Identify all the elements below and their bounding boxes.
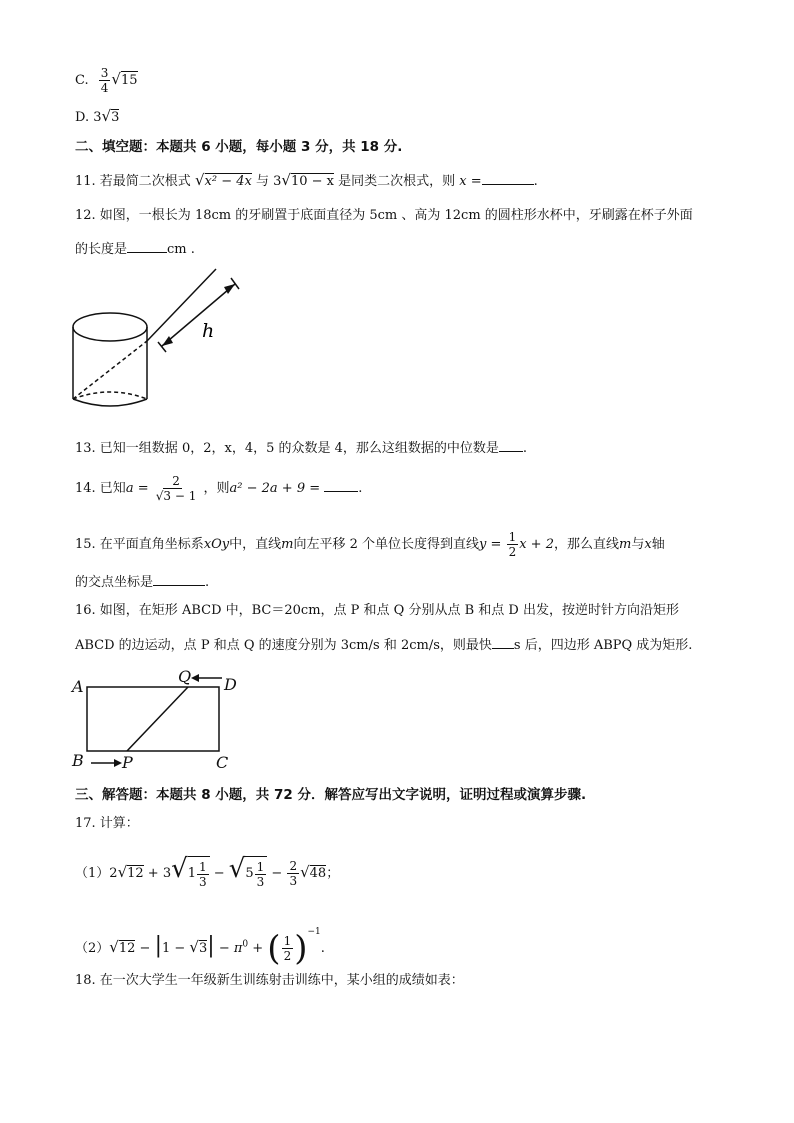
- option-d-label: D. 3: [75, 110, 102, 125]
- end: ；: [326, 866, 340, 881]
- q15-m: m: [281, 537, 294, 552]
- q11-suffix: 是同类二次根式，则: [338, 174, 456, 189]
- question-11: [75, 170, 538, 191]
- option-c-fraction: [99, 66, 111, 95]
- answer-blank[interactable]: [324, 477, 358, 492]
- q12-figure-cup-toothbrush: [66, 262, 256, 422]
- fraction: [255, 860, 267, 889]
- option-d: [75, 107, 119, 127]
- term: + 3: [143, 866, 172, 881]
- question-15-line-2: [75, 571, 209, 592]
- fraction-numerator: 1: [198, 859, 207, 874]
- sqrt-icon: √: [194, 171, 205, 189]
- whole: 5: [245, 866, 254, 881]
- answer-blank[interactable]: [127, 238, 167, 253]
- sqrt-icon: √: [281, 171, 291, 189]
- vertex-c: C: [216, 753, 229, 772]
- fraction-numerator: 1: [508, 530, 517, 544]
- q15-end: .: [205, 575, 210, 590]
- q15-x: x: [644, 537, 652, 552]
- paren-left: (: [267, 928, 281, 969]
- question-17-part-1: [75, 852, 339, 891]
- h-label: h: [202, 320, 215, 342]
- q16-figure-rectangle: [66, 664, 246, 774]
- question-14: [75, 474, 362, 503]
- q11-equals: =: [466, 174, 482, 189]
- fraction-denominator: 2: [508, 545, 517, 559]
- q15-m2: m: [619, 537, 632, 552]
- q15-tail: x + 2: [519, 537, 554, 552]
- fraction-numerator: 1: [283, 934, 292, 948]
- sqrt-icon: √: [189, 938, 199, 956]
- fraction: [282, 934, 294, 963]
- q11-radicand-1: x² − 4x: [204, 174, 252, 189]
- pi-term: − π: [214, 941, 243, 956]
- radicand-mixed-2: [245, 856, 267, 891]
- radicand-mixed-1: [188, 856, 210, 891]
- question-12-line-1: 12. 如图，一根长为 18cm 的牙刷置于底面直径为 5cm 、高为 12cm 的圆柱形水杯中，牙刷露在杯子外面: [75, 208, 693, 223]
- q11-variable: x: [459, 174, 467, 189]
- sqrt-icon: √: [171, 854, 188, 884]
- section-3-heading: 三、解答题：本题共 8 小题，共 72 分．解答应写出文字说明，证明过程或演算步骤.: [75, 787, 587, 803]
- fraction-numerator: 1: [256, 859, 265, 874]
- coef: 2: [109, 866, 118, 881]
- fraction-denominator: 3: [289, 874, 298, 888]
- whole: 1: [187, 866, 196, 881]
- question-13: [75, 437, 527, 458]
- rectangle-abcd: [87, 687, 219, 751]
- q16-text-b: s 后，四边形 ABPQ 成为矩形.: [513, 638, 693, 653]
- q15-fraction: [507, 530, 519, 559]
- term: −: [135, 941, 155, 956]
- q15-text-f: 轴: [651, 537, 665, 552]
- paren-right: ): [294, 928, 308, 969]
- question-18: 18. 在一次大学生一年级新生训练射击训练中，某小组的成绩如表：: [75, 973, 464, 988]
- fraction-numerator: 2: [289, 859, 298, 873]
- q11-radicand-2: 10 − x: [290, 174, 334, 189]
- q14-end: .: [358, 481, 363, 496]
- q14-fraction: [154, 474, 199, 503]
- answer-blank[interactable]: [482, 170, 534, 185]
- question-17-part-2: [75, 912, 325, 969]
- end: .: [320, 941, 325, 956]
- radicand: 15: [120, 73, 138, 88]
- abs-bar-right: |: [207, 933, 215, 958]
- fraction-denominator: 3: [256, 874, 265, 889]
- radicand: 12: [118, 941, 136, 956]
- q15-text-c: 向左平移 2 个单位长度得到直线: [293, 537, 480, 552]
- q14-equals: =: [133, 481, 153, 496]
- question-17-title: 17. 计算：: [75, 816, 139, 831]
- q15-text-b: 中，直线: [229, 537, 282, 552]
- point-q: Q: [178, 667, 192, 686]
- answer-blank[interactable]: [153, 571, 205, 586]
- radicand: 12: [127, 866, 144, 881]
- radicand: 3: [163, 489, 172, 503]
- question-15-line-1: [75, 530, 665, 559]
- q15-y: y: [479, 537, 487, 552]
- sqrt-icon: √: [101, 107, 112, 125]
- q13-text: 13. 已知一组数据 0，2，x，4，5 的众数是 4，那么这组数据的中位数是: [75, 441, 499, 456]
- q15-text-a: 15. 在平面直角坐标系: [75, 537, 204, 552]
- q11-prefix: 11. 若最简二次根式: [75, 174, 191, 189]
- answer-blank[interactable]: [499, 437, 523, 452]
- sqrt-icon: √: [155, 489, 164, 503]
- option-c: [75, 66, 138, 95]
- fraction-denominator: 3: [198, 874, 207, 889]
- term: +: [248, 941, 268, 956]
- sqrt-icon: √: [111, 70, 121, 88]
- vertex-d: D: [224, 675, 237, 694]
- fraction-denominator: [154, 489, 199, 503]
- abs-content: 1 −: [161, 941, 190, 956]
- toothbrush-inside: [73, 341, 147, 399]
- q13-end: .: [522, 441, 528, 456]
- fraction: [287, 859, 299, 888]
- radicand: 3: [111, 110, 120, 125]
- part-label: （1）: [75, 866, 110, 881]
- arrow-head-right: [114, 759, 122, 767]
- exponent: −1: [307, 927, 321, 937]
- abs-bar-left: |: [154, 933, 162, 958]
- term: −: [267, 866, 287, 881]
- q15-text-e: 与: [631, 537, 645, 552]
- q14-mid: ，则: [203, 481, 230, 496]
- sqrt-icon: √: [228, 854, 246, 884]
- fraction: [197, 860, 209, 889]
- radicand: 48: [309, 866, 327, 881]
- fraction-denominator: 2: [283, 949, 292, 963]
- point-p: P: [122, 753, 133, 772]
- fraction-numerator: 3: [100, 66, 109, 80]
- q15-equals: =: [486, 537, 506, 552]
- q12-prefix: 的长度是: [75, 242, 128, 257]
- q15-coord: xOy: [203, 537, 230, 552]
- cup-bottom-front: [73, 399, 147, 406]
- q14-expression: a² − 2a + 9 =: [229, 481, 321, 496]
- term: −: [209, 866, 229, 881]
- question-16-line-1: 16. 如图，在矩形 ABCD 中，BC＝20cm，点 P 和点 Q 分别从点 B 和点 D 出发，按逆时针方向沿矩形: [75, 603, 679, 618]
- sqrt-icon: √: [117, 863, 128, 881]
- vertex-a: A: [72, 677, 84, 696]
- q12-suffix: cm .: [167, 242, 195, 257]
- den-tail: − 1: [171, 489, 197, 503]
- q15-text-d: ，那么直线: [553, 537, 619, 552]
- part-label: （2）: [75, 941, 110, 956]
- q15-line2: 的交点坐标是: [75, 575, 154, 590]
- cup-top-ellipse: [73, 313, 147, 341]
- arrow-head-left: [191, 674, 199, 682]
- sqrt-icon: √: [300, 863, 310, 881]
- exponent: 0: [242, 939, 249, 950]
- q14-variable: a: [125, 481, 134, 496]
- fraction-numerator: 2: [172, 474, 180, 488]
- cup-bottom-back: [73, 392, 147, 399]
- question-16-line-2: [75, 634, 692, 655]
- answer-blank[interactable]: [492, 634, 514, 649]
- q14-prefix: 14. 已知: [75, 481, 126, 496]
- option-c-label: C.: [75, 73, 89, 88]
- fraction-denominator: 4: [100, 81, 109, 95]
- vertex-b: B: [72, 751, 84, 770]
- radicand: 3: [198, 941, 208, 956]
- section-2-heading: 二、填空题：本题共 6 小题，每小题 3 分，共 18 分.: [75, 139, 403, 155]
- sqrt-icon: √: [109, 938, 119, 956]
- q16-text-a: ABCD 的边运动，点 P 和点 Q 的速度分别为 3cm/s 和 2cm/s，则最快: [75, 638, 492, 653]
- q11-end: .: [533, 174, 538, 189]
- q11-mid: 与 3: [255, 174, 282, 189]
- question-12-line-2: [75, 238, 195, 259]
- segment-pq: [127, 687, 188, 751]
